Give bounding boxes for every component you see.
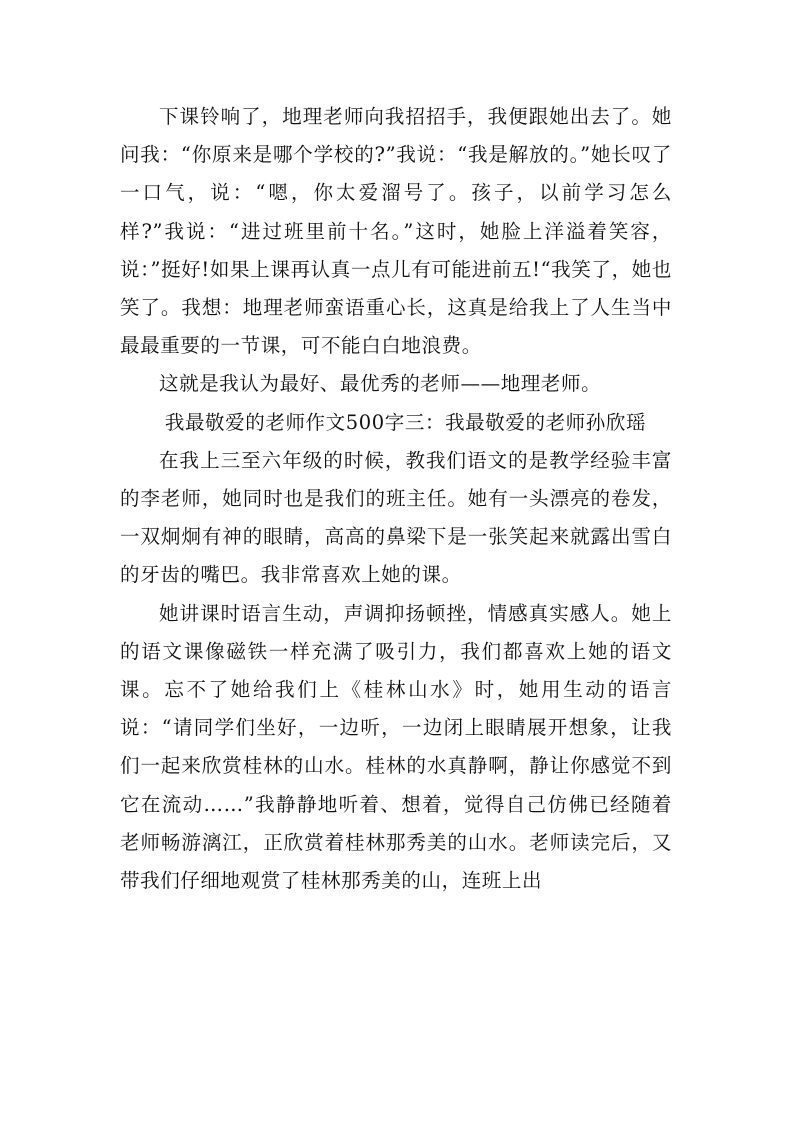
paragraph-geography-teacher-talk: 下课铃响了，地理老师向我招招手，我便跟她出去了。她问我：“你原来是哪个学校的?”我说：“我是解放的。”她长叹了一口气，说：“嗯，你太爱溜号了。孩子，以前学习怎么样?”我说：“进过班里前十名。”这时，她脸上洋溢着笑容，说：”挺好!如果上课再认真一点儿有可能进前五!“我笑了，她也笑了。我想：地理老师蛮语重心长，这真是给我上了人生当中最最重要的一节课，可不能白白地浪费。 (120, 105, 672, 358)
paragraph-best-teacher-conclusion: 这就是我认为最好、最优秀的老师——地理老师。 (159, 372, 602, 396)
paragraph-guilin-lesson: 她讲课时语言生动，声调抑扬顿挫，情感真实感人。她上的语文课像磁铁一样充满了吸引力，我们都喜欢上她的语文课。忘不了她给我们上《桂林山水》时，她用生动的语言说：“请同学们坐好，一边听，一边闭上眼睛展开想象，让我们一起来欣赏桂林的山水。桂林的水真静啊，静让你感觉不到它在流动……”我静静地听着、想着，觉得自己仿佛已经随着老师畅游漓江，正欣赏着桂林那秀美的山水。老师读完后，又带我们仔细地观赏了桂林那秀美的山，连班上出 (120, 601, 672, 893)
essay-heading: 我最敬爱的老师作文500字三：我最敬爱的老师孙欣瑶 (164, 410, 647, 434)
document-body (120, 98, 672, 900)
paragraph-teacher-li-intro: 在我上三至六年级的时候，教我们语文的是教学经验丰富的李老师，她同时也是我们的班主任。她有一头漂亮的卷发，一双炯炯有神的眼睛，高高的鼻梁下是一张笑起来就露出雪白的牙齿的嘴巴。我非常喜欢上她的课。 (120, 448, 672, 587)
